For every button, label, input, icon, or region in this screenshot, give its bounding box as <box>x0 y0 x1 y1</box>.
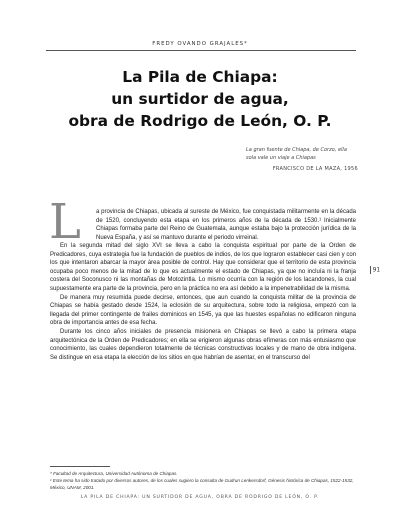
body-paragraph-4: Durante los cinco años iniciales de presencia misionera en Chiapas se llevó a cabo la primera etapa arquitectónica de la Orden de Predicadores; en ella se erigieron algunas obras efímeras con más entusiasmo que conocimiento, las cuales dependieron totalmente de técnicas constructivas locales y de mano de obra indígena. Se distingue en esa etapa la elección de los sitios en que habrían de asentar, en el transcurso del <box>50 328 356 361</box>
page-number <box>370 266 380 274</box>
title-line-3: obra de Rodrigo de León, O. P. <box>68 112 332 130</box>
body-paragraph-1 <box>50 208 356 242</box>
footnote-1: ¹ Este tema ha sido tratado por diversos autores, de los cuales sugiero la consulta de Gudrun Lenkersdorf, Génesis histórica de Chiapas, 1522-1532, México, UNAM, 2001. <box>50 478 354 490</box>
author-name: FREDY OVANDO GRAJALES* <box>152 41 248 47</box>
body-paragraph-2: En la segunda mitad del siglo XVI se lleva a cabo la conquista espiritual por parte de la Orden de Predicadores, cuya estrategia fue la fundación de pueblos de indios, de los que lograron establecer casi cien y con los que intentaron abarcar la mayor área posible de control. Hay que considerar que el territorio de esta provincia ocupaba poco menos de la mitad de lo que es actualmente el estado de Chiapas, ya que no incluía ni la franja costera del Soconusco ni las montañas de Motozintla. Lo mismo ocurría con la región de los lacandones, la cual supuestamente era parte de la provincia, pero en la práctica no era así debido a la impenetrabilidad de la misma. <box>50 243 356 292</box>
article-title <box>40 66 360 132</box>
page-number-value: 91 <box>372 266 381 274</box>
title-line-1: La Pila de Chiapa: <box>122 68 278 86</box>
footnote-rule <box>50 466 110 467</box>
footnote-affiliation: * Facultad de Arquitectura, Universidad Autónoma de Chiapas. <box>50 471 178 476</box>
epigraph-source: FRANCISCO DE LA MAZA, 1956 <box>272 166 358 172</box>
page-number-bar <box>370 266 371 274</box>
epigraph <box>246 146 358 173</box>
paragraph-text: a provincia de Chiapas, ubicada al sureste de México, fue conquistada militarmente en la década de 1520, concluyendo esta etapa en los primeros años de la década de 1530.¹ Inicialmente Chiapas formaba parte del Reino de Guatemala, aunque estaba bajo la protección jurídica de la Nueva España, y así se mantuvo durante el periodo virreinal. <box>96 209 356 241</box>
drop-cap: L <box>49 194 81 250</box>
body-text <box>50 242 356 362</box>
epigraph-text: La gran fuente de Chiapa, de Corzo, ella sola vale un viaje a Chiapas <box>246 147 347 161</box>
title-line-2: un surtidor de agua, <box>111 90 289 108</box>
header-rule <box>46 50 356 51</box>
body-paragraph-3: De manera muy resumida puede decirse, entonces, que aun cuando la conquista militar de la provincia de Chiapas se había gestado desde 1524, la eclosión de su arquitectura, sobre todo la religiosa, empezó con la llegada del primer contingente de frailes dominicos en 1545, ya que las huestes españolas no edificaron ninguna obra de importancia antes de esa fecha. <box>50 294 356 327</box>
running-footer: LA PILA DE CHIAPA: UN SURTIDOR DE AGUA, OBRA DE RODRIGO DE LEÓN, O. P. <box>80 495 320 500</box>
footnotes <box>50 470 356 491</box>
